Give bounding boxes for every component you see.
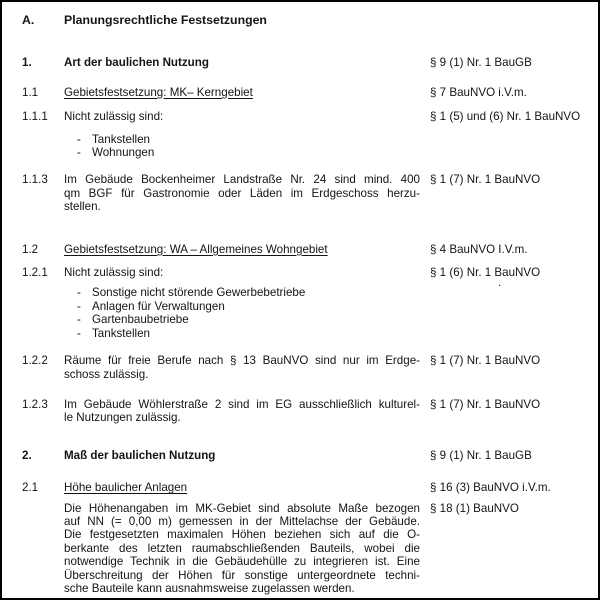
subsection-row-1-2: [22, 243, 598, 256]
list-item-text: Anlagen für Verwaltungen: [92, 299, 225, 313]
subsection-row-1-1-3: [22, 173, 598, 213]
legal-ref: § 1 (5) und (6) Nr. 1 BauNVO: [430, 110, 581, 124]
list-item: [64, 133, 420, 146]
subsection-row-1-2-3: [22, 398, 598, 425]
section-row-2: [22, 449, 598, 462]
paragraph-line: Überschreitung der Höhen für sonstige untergeordnete techni-: [64, 568, 420, 582]
subsection-row-1-1: [22, 86, 598, 99]
dash-bullet: -: [77, 326, 81, 340]
subsection-title: Nicht zulässig sind:: [64, 266, 164, 280]
subsection-title: Gebietsfestsetzung: WA – Allgemeines Wohngebiet: [64, 242, 328, 256]
list-item-text: Tankstellen: [92, 132, 151, 146]
list-item-text: Sonstige nicht störende Gewerbebetriebe: [92, 286, 306, 300]
list-item-text: Wohnungen: [92, 146, 155, 160]
section-title: Art der baulichen Nutzung: [64, 56, 209, 70]
paragraph-line: Im Gebäude Wöhlerstraße 2 sind im EG ausschließlich kulturel-: [64, 397, 420, 411]
list-item-text: Gartenbaubetriebe: [92, 313, 189, 327]
document-body: [2, 2, 598, 595]
section-number: 2.: [22, 448, 32, 462]
list-row: [22, 133, 598, 160]
legal-ref: § 1 (7) Nr. 1 BauNVO: [430, 354, 541, 368]
paragraph-line: qm BGF für Gastronomie oder Läden im Erdgeschoss herzu-: [64, 186, 420, 200]
legal-ref: § 4 BauNVO I.V.m.: [430, 242, 528, 256]
subsection-number: 1.2.3: [22, 397, 48, 411]
paragraph-line: notwendige Technik in die Gebäudehülle zu integrieren ist. Eine: [64, 555, 420, 569]
subsection-number: 2.1: [22, 481, 39, 495]
paragraph-line: stellen.: [64, 200, 101, 214]
dash-bullet: -: [77, 286, 81, 300]
list-item: [64, 146, 420, 159]
section-row-1: [22, 56, 598, 69]
paragraph-line: Im Gebäude Bockenheimer Landstraße Nr. 24 sind mind. 400: [64, 173, 420, 187]
legal-ref: § 9 (1) Nr. 1 BauGB: [430, 448, 532, 462]
paragraph-line: berkante des letzten raumabschließenden Bauteils, wobei die: [64, 541, 420, 555]
paragraph-line: Die festgesetzten maximalen Höhen beziehen sich auf die O-: [64, 528, 420, 542]
subsection-number: 1.1: [22, 85, 39, 99]
subsection-number: 1.2.1: [22, 266, 48, 280]
paragraph-line: sche Bauteile kann ausnahmsweise zugelassen werden.: [64, 581, 355, 595]
list-row: [22, 286, 598, 340]
subsection-title: Höhe baulicher Anlagen: [64, 481, 188, 495]
part-number: A.: [22, 13, 35, 27]
legal-ref: § 16 (3) BauNVO i.V.m.: [430, 481, 551, 495]
paragraph-line: Räume für freie Berufe nach § 13 BauNVO sind nur im Erdge-: [64, 354, 420, 368]
section-title: Maß der baulichen Nutzung: [64, 448, 216, 462]
part-heading-row: [22, 14, 598, 27]
section-number: 1.: [22, 56, 32, 70]
list-item: [64, 286, 420, 299]
dash-bullet: -: [77, 132, 81, 146]
subsection-row-1-1-1: [22, 110, 598, 123]
legal-ref: § 7 BauNVO i.V.m.: [430, 85, 527, 99]
list-item: [64, 313, 420, 326]
subsection-row-2-1: [22, 481, 598, 494]
subsection-number: 1.2.2: [22, 354, 48, 368]
list-item-text: Tankstellen: [92, 326, 151, 340]
paragraph-row-2-1: [22, 502, 598, 596]
legal-ref: § 18 (1) BauNVO: [430, 501, 519, 515]
dash-bullet: -: [77, 299, 81, 313]
legal-ref: § 1 (6) Nr. 1 BauNVO: [430, 266, 541, 280]
subsection-title: Nicht zulässig sind:: [64, 110, 164, 124]
list-item: [64, 300, 420, 313]
subsection-number: 1.2: [22, 242, 39, 256]
list-item: [64, 327, 420, 340]
paragraph-line: auf NN (= 0,00 m) gemessen in der Mittelachse der Gebäude.: [64, 514, 420, 528]
subsection-number: 1.1.3: [22, 173, 48, 187]
subsection-number: 1.1.1: [22, 110, 48, 124]
scan-artifact-dot: .: [498, 276, 502, 289]
legal-ref: § 1 (7) Nr. 1 BauNVO: [430, 173, 541, 187]
paragraph-line: schoss zulässig.: [64, 367, 149, 381]
subsection-row-1-2-1: [22, 266, 598, 279]
dash-bullet: -: [77, 146, 81, 160]
subsection-title: Gebietsfestsetzung: MK– Kerngebiet: [64, 85, 253, 99]
legal-ref: § 9 (1) Nr. 1 BauGB: [430, 56, 532, 70]
dash-bullet: -: [77, 313, 81, 327]
paragraph-line: Die Höhenangaben im MK-Gebiet sind absolute Maße bezogen: [64, 501, 420, 515]
part-title: Planungsrechtliche Festsetzungen: [64, 13, 267, 27]
subsection-row-1-2-2: [22, 354, 598, 381]
paragraph-line: le Nutzungen zulässig.: [64, 411, 181, 425]
legal-ref: § 1 (7) Nr. 1 BauNVO: [430, 397, 541, 411]
